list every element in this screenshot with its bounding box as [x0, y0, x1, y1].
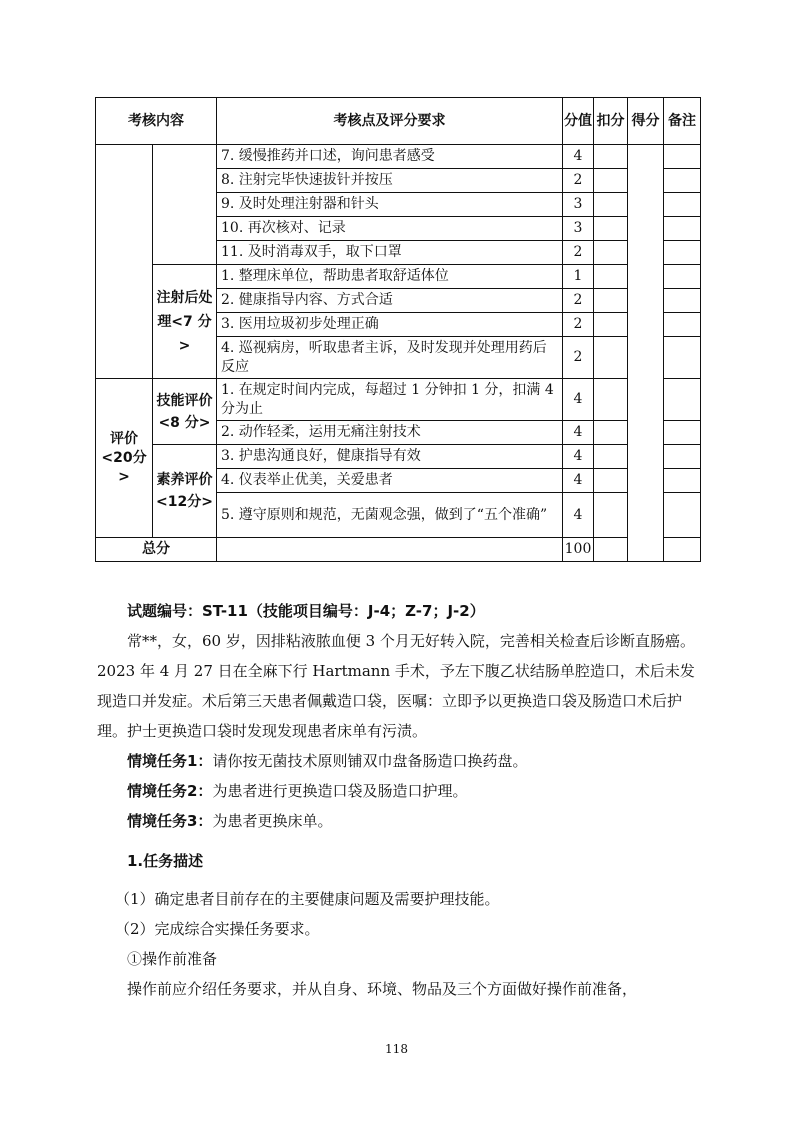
skill-eval-label: 技能评价<8 分>	[153, 379, 217, 445]
total-value: 100	[563, 538, 594, 562]
page-number: 118	[385, 1042, 408, 1056]
note-cell	[664, 217, 701, 241]
criterion: 10. 再次核对、记录	[217, 217, 563, 241]
value: 2	[563, 337, 594, 379]
header-points: 考核点及评分要求	[217, 98, 563, 145]
deduct-cell	[594, 379, 628, 421]
assessment-table	[95, 97, 701, 562]
last-paragraph: 操作前应介绍任务要求，并从自身、环境、物品及三个方面做好操作前准备，	[127, 980, 638, 998]
criterion: 8. 注射完毕快速拔针并按压	[217, 169, 563, 193]
criterion: 7. 缓慢推药并口述，询问患者感受	[217, 145, 563, 169]
note-cell	[664, 193, 701, 217]
note-cell	[664, 145, 701, 169]
note-cell	[664, 289, 701, 313]
total-row	[96, 538, 701, 562]
criterion: 2. 健康指导内容、方式合适	[217, 289, 563, 313]
deduct-cell	[594, 337, 628, 379]
value: 2	[563, 313, 594, 337]
note-cell	[664, 538, 701, 562]
value: 4	[563, 421, 594, 445]
item-2: （2）完成综合实操任务要求。	[115, 920, 320, 938]
total-label: 总分	[96, 538, 217, 562]
deduct-cell	[594, 265, 628, 289]
note-cell	[664, 421, 701, 445]
literacy-eval-label: 素养评价<12分>	[153, 445, 217, 538]
value: 4	[563, 379, 594, 421]
deduct-cell	[594, 241, 628, 265]
note-cell	[664, 265, 701, 289]
criterion: 4. 巡视病房，听取患者主诉，及时发现并处理用药后反应	[217, 337, 563, 379]
task-3	[97, 806, 699, 836]
task-1	[97, 746, 699, 776]
header-value: 分值	[563, 98, 594, 145]
criterion: 5. 遵守原则和规范，无菌观念强，做到了“五个准确”	[217, 493, 563, 538]
score-cell	[628, 145, 664, 562]
note-cell	[664, 169, 701, 193]
task-text: 为患者进行更换造口袋及肠造口护理。	[212, 782, 468, 800]
criterion: 1. 在规定时间内完成，每超过 1 分钟扣 1 分，扣满 4 分为止	[217, 379, 563, 421]
deduct-cell	[594, 313, 628, 337]
evaluation-label: 评价<20分>	[96, 379, 153, 538]
value: 2	[563, 241, 594, 265]
category-cell	[96, 145, 153, 379]
criterion: 3. 医用垃圾初步处理正确	[217, 313, 563, 337]
deduct-cell	[594, 145, 628, 169]
subcategory-cell	[153, 145, 217, 265]
value: 3	[563, 217, 594, 241]
header-score: 得分	[628, 98, 664, 145]
value: 4	[563, 445, 594, 469]
deduct-cell	[594, 538, 628, 562]
note-cell	[664, 337, 701, 379]
table-row	[96, 145, 701, 169]
deduct-cell	[594, 493, 628, 538]
deduct-cell	[594, 169, 628, 193]
note-cell	[664, 379, 701, 421]
table-row	[96, 445, 701, 469]
item-1: （1）确定患者目前存在的主要健康问题及需要护理技能。	[115, 890, 500, 908]
criterion: 2. 动作轻柔，运用无痛注射技术	[217, 421, 563, 445]
value: 4	[563, 493, 594, 538]
header-content: 考核内容	[96, 98, 217, 145]
note-cell	[664, 445, 701, 469]
criterion: 4. 仪表举止优美，关爱患者	[217, 469, 563, 493]
value: 4	[563, 145, 594, 169]
note-cell	[664, 313, 701, 337]
body-text	[97, 596, 699, 1004]
value: 4	[563, 469, 594, 493]
task-label: 情境任务2：	[127, 782, 213, 800]
value: 3	[563, 193, 594, 217]
note-cell	[664, 493, 701, 538]
table-row	[96, 265, 701, 289]
section-heading: 1.任务描述	[127, 852, 204, 870]
deduct-cell	[594, 445, 628, 469]
note-cell	[664, 241, 701, 265]
note-cell	[664, 469, 701, 493]
criterion: 9. 及时处理注射器和针头	[217, 193, 563, 217]
value: 1	[563, 265, 594, 289]
criterion: 1. 整理床单位，帮助患者取舒适体位	[217, 265, 563, 289]
task-text: 为患者更换床单。	[212, 812, 333, 830]
subheading: ①操作前准备	[127, 950, 218, 968]
task-label: 情境任务3：	[127, 812, 213, 830]
post-injection-label: 注射后处理<7 分>	[153, 265, 217, 379]
task-label: 情境任务1：	[127, 752, 213, 770]
criterion: 11. 及时消毒双手，取下口罩	[217, 241, 563, 265]
deduct-cell	[594, 421, 628, 445]
total-criterion	[217, 538, 563, 562]
table-header	[96, 98, 701, 145]
task-2	[97, 776, 699, 806]
value: 2	[563, 289, 594, 313]
task-text: 请你按无菌技术原则铺双巾盘备肠造口换药盘。	[212, 752, 528, 770]
deduct-cell	[594, 289, 628, 313]
criterion: 3. 护患沟通良好，健康指导有效	[217, 445, 563, 469]
table-row	[96, 379, 701, 421]
deduct-cell	[594, 469, 628, 493]
header-deduct: 扣分	[594, 98, 628, 145]
deduct-cell	[594, 217, 628, 241]
question-title: 试题编号：ST-11（技能项目编号：J-4；Z-7；J-2）	[127, 602, 485, 620]
case-description: 常**，女，60 岁，因排粘液脓血便 3 个月无好转入院，完善相关检查后诊断直肠癌。2023 年 4 月 27 日在全麻下行 Hartmann 手术，予左下腹乙状结肠单腔造口，术后未发现造口并发症。术后第三天患者佩戴造口袋，医嘱：立即予以更换造口袋及肠造口术后护理。护士更换造口袋时发现发现患者床单有污渍。	[97, 632, 695, 740]
value: 2	[563, 169, 594, 193]
header-note: 备注	[664, 98, 701, 145]
deduct-cell	[594, 193, 628, 217]
